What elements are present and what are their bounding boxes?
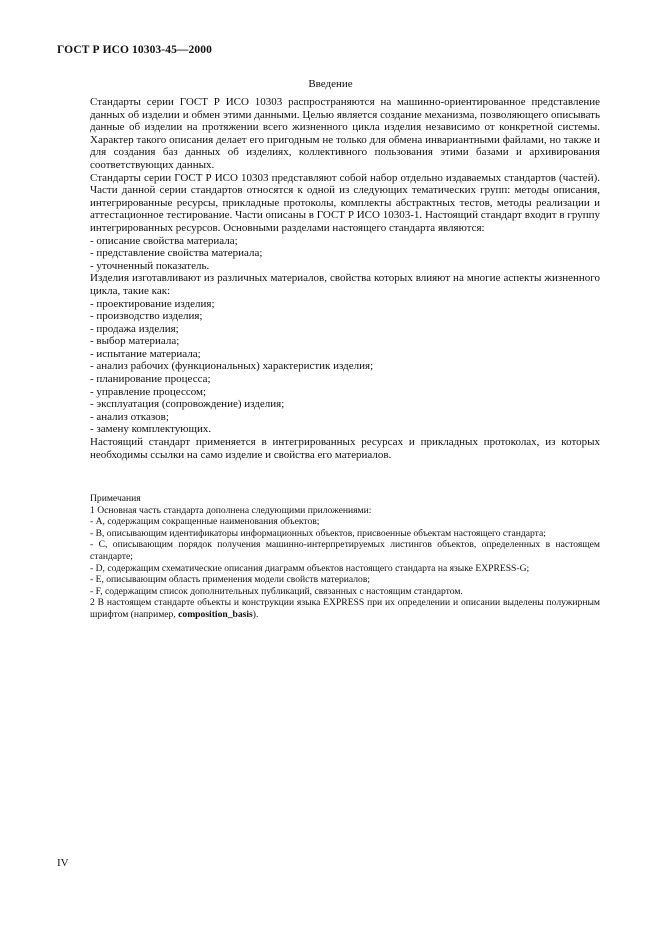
list-item: - описание свойства материала; (90, 234, 238, 247)
note-item: - А, содержащим сокращенные наименования объектов; (90, 516, 320, 528)
list-item: - анализ рабочих (функциональных) характеристик изделия; (90, 360, 374, 373)
document-header: ГОСТ Р ИСО 10303-45—2000 (57, 44, 212, 56)
note-item: - С, описывающим порядок получения машинно-интерпретируемых листингов объектов, определенных в настоящем стандарте; (90, 539, 600, 562)
lifecycle-list (90, 298, 600, 437)
list-item: - испытание материала; (90, 347, 201, 360)
body-text (90, 96, 600, 461)
paragraph-4: Настоящий стандарт применяется в интегрированных ресурсах и прикладных протоколах, из которых необходимы ссылки на само изделие и свойства его материалов. (90, 436, 600, 461)
code-example: composition_basis (178, 608, 253, 620)
note-2-text: 2 В настоящем стандарте объекты и конструкции языка EXPRESS при их определении и описании выделены полужирным шрифтом (например, (90, 597, 600, 620)
note-2 (90, 597, 600, 620)
note-1: 1 Основная часть стандарта дополнена следующими приложениями: (90, 504, 372, 516)
section-title: Введение (308, 78, 353, 90)
note-item: - D, содержащим схематические описания диаграмм объектов настоящего стандарта на языке EXPRESS-G; (90, 562, 530, 574)
list-item: - проектирование изделия; (90, 297, 215, 310)
sections-list (90, 235, 600, 273)
list-item: - замену комплектующих. (90, 423, 212, 436)
note-item: - F, содержащим список дополнительных публикаций, связанных с настоящим стандартом. (90, 585, 463, 597)
list-item: - выбор материала; (90, 335, 180, 348)
paragraph-1: Стандарты серии ГОСТ Р ИСО 10303 распространяются на машинно-ориентированное представление данных об изделии и обмен этими данными. Целью является создание механизма, позволяющего описывать данные об изделии на протяжении всего жизненного цикла изделия независимо от конкретной системы. Характер такого описания делает его пригодным не только для обмена инвариантными файлами, но также и для создания баз данных об изделиях, коллективного пользования этими базами и архивирования соответствующих данных. (90, 96, 600, 171)
paragraph-3: Изделия изготавливают из различных материалов, свойства которых влияют на многие аспекты жизненного цикла, такие как: (90, 272, 600, 297)
note-2-end: ). (252, 608, 259, 620)
note-item: - В, описывающим идентификаторы информационных объектов, присвоенные объектам настоящего стандарта; (90, 527, 546, 539)
list-item: - уточненный показатель. (90, 259, 210, 272)
list-item: - производство изделия; (90, 310, 203, 323)
paragraph-2: Стандарты серии ГОСТ Р ИСО 10303 представляют собой набор отдельно издаваемых стандартов (частей). Части данной серии стандартов относятся к одной из следующих тематических групп: методы описания, интегрированные ресурсы, прикладные протоколы, комплекты абстрактных тестов, методы реализации и аттестационное тестирование. Части описаны в ГОСТ Р ИСО 10303-1. Настоящий стандарт входит в группу интегрированных ресурсов. Основными разделами настоящего стандарта являются: (90, 171, 600, 234)
list-item: - анализ отказов; (90, 410, 169, 423)
notes-block (90, 493, 600, 621)
page-number: IV (57, 857, 69, 869)
list-item: - продажа изделия; (90, 322, 179, 335)
list-item: - представление свойства материала; (90, 247, 263, 260)
list-item: - планирование процесса; (90, 373, 211, 386)
list-item: - эксплуатация (сопровождение) изделия; (90, 398, 285, 411)
note-item: - Е, описывающим область применения модели свойств материалов; (90, 574, 371, 586)
list-item: - управление процессом; (90, 385, 207, 398)
notes-heading: Примечания (90, 493, 141, 504)
